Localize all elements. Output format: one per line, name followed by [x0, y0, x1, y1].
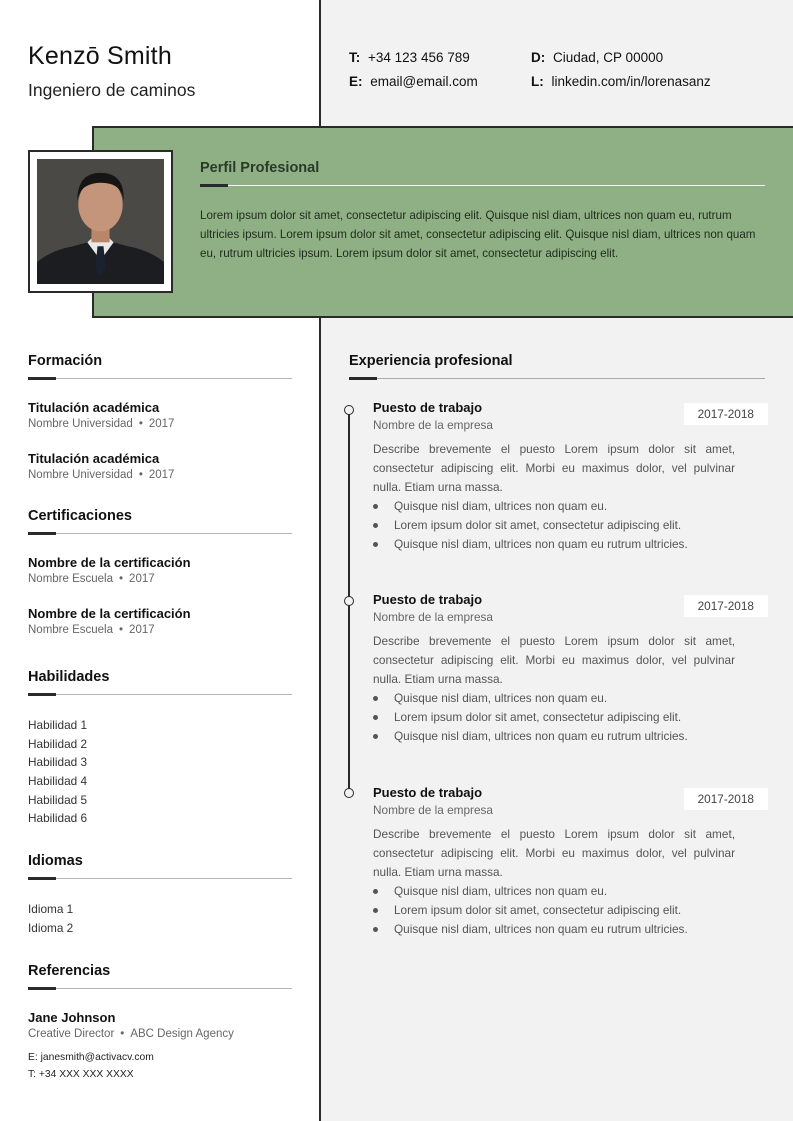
education-item — [28, 400, 298, 430]
certification-item — [28, 606, 298, 636]
profile-photo-frame — [28, 150, 173, 293]
job-bullets — [373, 882, 743, 938]
contact-address-value: Ciudad, CP 00000 — [553, 50, 664, 65]
candidate-name: Kenzō Smith — [28, 42, 172, 70]
job-company: Nombre de la empresa — [373, 418, 493, 432]
certification-item-year: 2017 — [129, 624, 155, 636]
contact-linkedin — [531, 74, 711, 89]
reference-role: Creative Director — [28, 1028, 115, 1040]
skill-item: Habilidad 6 — [28, 811, 88, 826]
skills-title: Habilidades — [28, 669, 110, 685]
skills-accent — [28, 693, 56, 696]
job-bullet: Quisque nisl diam, ultrices non quam eu. — [373, 497, 743, 516]
job-header — [373, 785, 768, 815]
experience-job — [373, 785, 768, 938]
language-item: Idioma 1 — [28, 902, 74, 916]
contact-phone-key: T: — [349, 50, 361, 65]
certification-item — [28, 555, 298, 585]
languages-title: Idiomas — [28, 853, 83, 869]
education-title: Formación — [28, 353, 103, 369]
skills-list — [28, 718, 87, 830]
job-bullet: Quisque nisl diam, ultrices non quam eu rutrum ultricies. — [373, 920, 743, 939]
contact-phone — [349, 50, 470, 65]
contact-email-key: E: — [349, 74, 363, 89]
experience-title: Experiencia profesional — [349, 353, 513, 369]
education-item-meta: Nombre Universidad • 2017 — [28, 418, 175, 430]
experience-rule — [349, 378, 765, 379]
contact-linkedin-key: L: — [531, 74, 544, 89]
candidate-title: Ingeniero de caminos — [28, 80, 196, 100]
job-bullet: Lorem ipsum dolor sit amet, consectetur adipiscing elit. — [373, 708, 743, 727]
reference-email: E: janesmith@activacv.com — [28, 1052, 154, 1063]
reference-meta: Creative Director • ABC Design Agency — [28, 1028, 234, 1040]
job-bullet: Lorem ipsum dolor sit amet, consectetur adipiscing elit. — [373, 901, 743, 920]
certification-item-year: 2017 — [129, 573, 155, 585]
education-item — [28, 451, 298, 481]
education-rule — [28, 378, 292, 379]
job-position: Puesto de trabajo — [373, 592, 483, 607]
job-position: Puesto de trabajo — [373, 400, 483, 415]
languages-rule — [28, 878, 292, 879]
education-item-place: Nombre Universidad — [28, 418, 133, 430]
reference-phone: T: +34 XXX XXX XXXX — [28, 1069, 134, 1080]
education-accent — [28, 377, 56, 380]
job-bullet: Quisque nisl diam, ultrices non quam eu. — [373, 689, 743, 708]
contact-address-key: D: — [531, 50, 546, 65]
contact-phone-value: +34 123 456 789 — [368, 50, 470, 65]
skill-item: Habilidad 2 — [28, 736, 88, 751]
job-company: Nombre de la empresa — [373, 803, 493, 817]
education-item-title: Titulación académica — [28, 451, 160, 466]
experience-accent — [349, 377, 377, 380]
languages-accent — [28, 877, 56, 880]
job-description: Describe brevemente el puesto Lorem ipsum dolor sit amet, consectetur adipiscing elit. Morbi eu maximus dolor, vel pulvinar nulla. Etiam urna massa. — [373, 827, 735, 879]
references-rule — [28, 988, 292, 989]
experience-job — [373, 592, 768, 745]
profile-photo — [37, 159, 164, 284]
timeline-marker — [344, 596, 354, 606]
education-item-title: Titulación académica — [28, 400, 160, 415]
certification-item-place: Nombre Escuela — [28, 573, 114, 585]
job-bullet: Lorem ipsum dolor sit amet, consectetur adipiscing elit. — [373, 516, 743, 535]
skill-item: Habilidad 1 — [28, 718, 88, 732]
profile-title-rule — [200, 185, 765, 186]
certification-item-title: Nombre de la certificación — [28, 606, 191, 621]
reference-name: Jane Johnson — [28, 1010, 116, 1025]
job-description: Describe brevemente el puesto Lorem ipsum dolor sit amet, consectetur adipiscing elit. Morbi eu maximus dolor, vel pulvinar nulla. Etiam urna massa. — [373, 634, 735, 686]
job-position: Puesto de trabajo — [373, 785, 483, 800]
timeline-marker — [344, 788, 354, 798]
experience-job — [373, 400, 768, 553]
language-item: Idioma 2 — [28, 920, 74, 935]
certification-item-meta: Nombre Escuela • 2017 — [28, 624, 155, 636]
profile-title-accent — [200, 184, 228, 187]
skills-rule — [28, 694, 292, 695]
job-bullets — [373, 497, 743, 553]
job-dates: 2017-2018 — [684, 403, 768, 425]
contact-email-value: email@email.com — [370, 74, 478, 89]
reference-contact — [28, 1049, 154, 1083]
job-header — [373, 592, 768, 622]
certifications-title: Certificaciones — [28, 508, 132, 524]
reference-company: ABC Design Agency — [130, 1028, 234, 1040]
languages-list — [28, 902, 73, 939]
job-dates: 2017-2018 — [684, 788, 768, 810]
contact-linkedin-value: linkedin.com/in/lorenasanz — [551, 74, 711, 89]
profile-text: Lorem ipsum dolor sit amet, consectetur adipiscing elit. Quisque nisl diam, ultrices non quam eu, rutrum ultricies ipsum. Lorem ipsum dolor sit amet, consectetur adipiscing elit. Quisque nisl diam, ultrices non quam eu, rutrum ultricies ipsum. Lorem ipsum dolor sit amet, consectetur adipiscing elit. — [200, 209, 756, 260]
profile-title: Perfil Profesional — [200, 160, 320, 176]
skill-item: Habilidad 4 — [28, 774, 88, 789]
certifications-rule — [28, 533, 292, 534]
job-bullets — [373, 689, 743, 745]
skill-item: Habilidad 5 — [28, 792, 88, 807]
reference-item — [28, 1010, 298, 1040]
contact-address — [531, 50, 663, 65]
job-dates: 2017-2018 — [684, 595, 768, 617]
skill-item: Habilidad 3 — [28, 755, 88, 770]
timeline-marker — [344, 405, 354, 415]
references-title: Referencias — [28, 963, 111, 979]
references-accent — [28, 987, 56, 990]
certification-item-place: Nombre Escuela — [28, 624, 114, 636]
education-item-meta: Nombre Universidad • 2017 — [28, 469, 175, 481]
job-description: Describe brevemente el puesto Lorem ipsum dolor sit amet, consectetur adipiscing elit. Morbi eu maximus dolor, vel pulvinar nulla. Etiam urna massa. — [373, 442, 735, 494]
education-item-year: 2017 — [148, 418, 175, 430]
job-company: Nombre de la empresa — [373, 610, 493, 624]
certifications-accent — [28, 532, 56, 535]
certification-item-title: Nombre de la certificación — [28, 555, 191, 570]
job-bullet: Quisque nisl diam, ultrices non quam eu rutrum ultricies. — [373, 727, 743, 746]
job-bullet: Quisque nisl diam, ultrices non quam eu rutrum ultricies. — [373, 535, 743, 554]
job-header — [373, 400, 768, 430]
certification-item-meta: Nombre Escuela • 2017 — [28, 573, 155, 585]
contact-email — [349, 74, 478, 89]
job-bullet: Quisque nisl diam, ultrices non quam eu. — [373, 882, 743, 901]
education-item-place: Nombre Universidad — [28, 469, 133, 481]
education-item-year: 2017 — [148, 469, 175, 481]
